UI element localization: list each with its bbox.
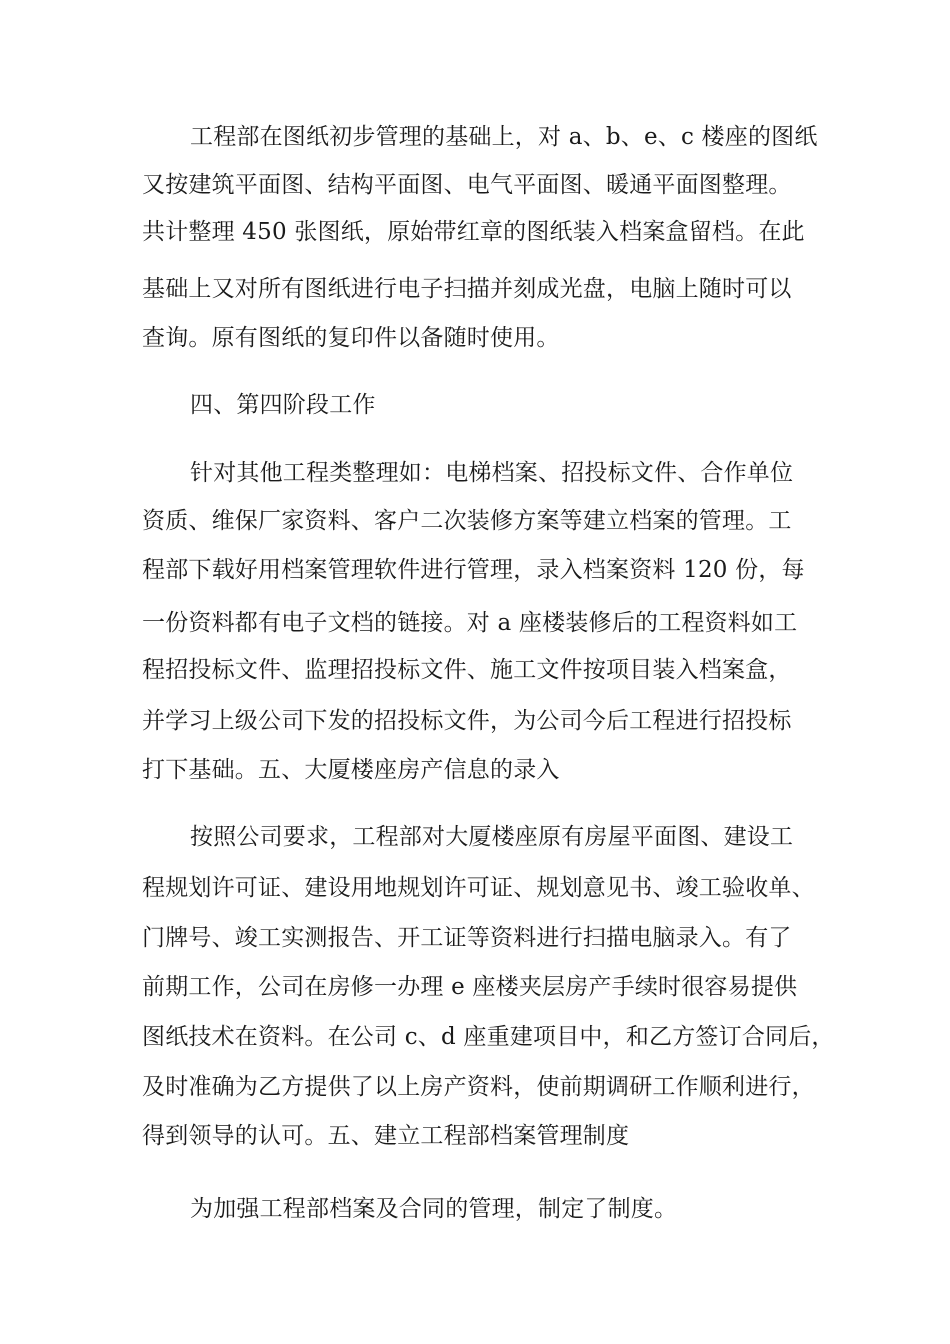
paragraph-1-line-5: 查询。原有图纸的复印件以备随时使用。 (142, 325, 560, 351)
paragraph-3-line-4: 一份资料都有电子文档的链接。对 a 座楼装修后的工程资料如工 (142, 610, 798, 636)
paragraph-4-line-5: 图纸技术在资料。在公司 c、d 座重建项目中，和乙方签订合同后， (142, 1024, 835, 1050)
paragraph-3-line-1: 针对其他工程类整理如：电梯档案、招投标文件、合作单位 (190, 460, 794, 486)
paragraph-3-line-2: 资质、维保厂家资料、客户二次装修方案等建立档案的管理。工 (142, 508, 792, 534)
paragraph-1-line-4: 基础上又对所有图纸进行电子扫描并刻成光盘，电脑上随时可以 (142, 276, 792, 302)
paragraph-1-line-2: 又按建筑平面图、结构平面图、电气平面图、暖通平面图整理。 (142, 172, 792, 198)
paragraph-4-line-1: 按照公司要求，工程部对大厦楼座原有房屋平面图、建设工 (190, 824, 794, 850)
paragraph-3-line-3: 程部下载好用档案管理软件进行管理，录入档案资料 120 份，每 (142, 557, 805, 583)
paragraph-1-line-1: 工程部在图纸初步管理的基础上，对 a、b、e、c 楼座的图纸 (190, 124, 818, 150)
paragraph-1-line-3: 共计整理 450 张图纸，原始带红章的图纸装入档案盒留档。在此 (142, 219, 805, 245)
section-heading-4: 四、第四阶段工作 (190, 392, 376, 418)
paragraph-4-line-2: 程规划许可证、建设用地规划许可证、规划意见书、竣工验收单、 (142, 875, 815, 901)
paragraph-4-line-6: 及时准确为乙方提供了以上房产资料，使前期调研工作顺利进行， (142, 1074, 815, 1100)
paragraph-3-line-6: 并学习上级公司下发的招投标文件，为公司今后工程进行招投标 (142, 708, 792, 734)
paragraph-3-line-5: 程招投标文件、监理招投标文件、施工文件按项目装入档案盒， (142, 657, 792, 683)
paragraph-4-line-7: 得到领导的认可。五、建立工程部档案管理制度 (142, 1123, 630, 1149)
paragraph-3-line-7: 打下基础。五、大厦楼座房产信息的录入 (142, 757, 560, 783)
paragraph-4-line-4: 前期工作，公司在房修一办理 e 座楼夹层房产手续时很容易提供 (142, 974, 798, 1000)
paragraph-5-line-1: 为加强工程部档案及合同的管理，制定了制度。 (190, 1196, 678, 1222)
paragraph-4-line-3: 门牌号、竣工实测报告、开工证等资料进行扫描电脑录入。有了 (142, 925, 792, 951)
